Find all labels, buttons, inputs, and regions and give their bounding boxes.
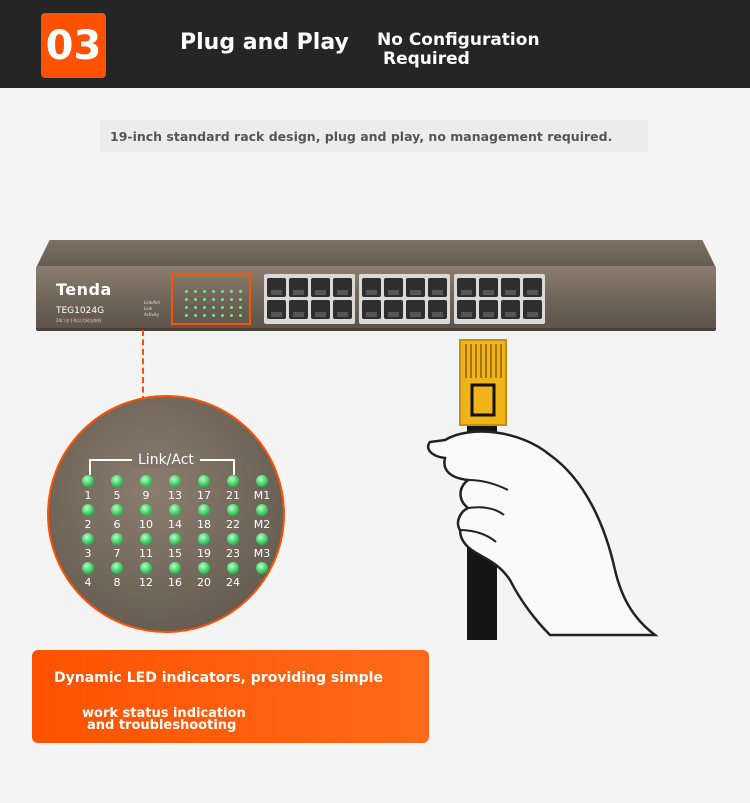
ethernet-port [523, 300, 542, 319]
mini-led-icon [203, 298, 206, 301]
mini-led-icon [194, 314, 197, 317]
mini-led-icon [212, 290, 215, 293]
mini-led-icon [203, 306, 206, 309]
led-port-label: 12 [139, 576, 153, 589]
led-port-label: M1 [253, 489, 271, 502]
led-indicator-icon [169, 475, 181, 487]
led-port-label: M3 [253, 547, 271, 560]
mini-led-icon [203, 290, 206, 293]
callout-line-1: Dynamic LED indicators, providing simple [54, 670, 383, 686]
led-indicator-icon [111, 504, 123, 516]
ethernet-port [428, 278, 447, 297]
section-title: Plug and Play [180, 30, 349, 55]
switch-brand-logo: Tenda [56, 280, 112, 299]
led-legend-link: Link [144, 306, 153, 311]
ethernet-port [479, 278, 498, 297]
led-port-label: 10 [139, 518, 153, 531]
subtitle-line-2: Required [383, 49, 470, 69]
ethernet-port [523, 278, 542, 297]
led-port-label: 15 [168, 547, 182, 560]
callout-line-2 [82, 708, 246, 732]
ethernet-port-array [264, 274, 554, 324]
ethernet-port [384, 278, 403, 297]
ethernet-port [428, 300, 447, 319]
feature-tagline: 19-inch standard rack design, plug and play, no management required. [100, 120, 648, 152]
mini-led-icon [230, 306, 233, 309]
led-indicator-icon [140, 562, 152, 574]
mini-led-icon [230, 290, 233, 293]
led-indicator-icon [227, 504, 239, 516]
led-port-label: 17 [197, 489, 211, 502]
zoom-title: Link/Act [132, 452, 200, 468]
ethernet-port [479, 300, 498, 319]
led-port-label: 8 [113, 576, 121, 589]
zoom-connector-line [142, 330, 144, 402]
led-feature-callout [32, 650, 429, 743]
led-port-label: 14 [168, 518, 182, 531]
mini-led-icon [194, 290, 197, 293]
led-indicator-icon [227, 533, 239, 545]
mini-led-icon [221, 314, 224, 317]
ethernet-port [501, 278, 520, 297]
led-port-label: 6 [113, 518, 121, 531]
led-panel-highlight [171, 274, 251, 325]
mini-led-icon [221, 306, 224, 309]
led-indicator-icon [227, 562, 239, 574]
led-indicator-icon [111, 533, 123, 545]
ethernet-port [406, 300, 425, 319]
led-port-label: 24 [226, 576, 240, 589]
led-indicator-icon [256, 533, 268, 545]
switch-top-panel [36, 240, 716, 268]
led-indicator-icon [111, 562, 123, 574]
led-indicator-icon [256, 504, 268, 516]
mini-led-icon [185, 314, 188, 317]
led-port-label: 22 [226, 518, 240, 531]
ethernet-port [406, 278, 425, 297]
led-port-label: 16 [168, 576, 182, 589]
ethernet-port [501, 300, 520, 319]
led-port-label: 7 [113, 547, 121, 560]
mini-led-icon [239, 306, 242, 309]
led-port-label: 5 [113, 489, 121, 502]
led-indicator-icon [198, 562, 210, 574]
mini-led-icon [185, 306, 188, 309]
mini-led-icon [230, 298, 233, 301]
led-port-label: 11 [139, 547, 153, 560]
led-port-label: 18 [197, 518, 211, 531]
led-indicator-icon [169, 533, 181, 545]
led-port-label: 20 [197, 576, 211, 589]
led-indicator-icon [140, 504, 152, 516]
ethernet-port [384, 300, 403, 319]
mini-led-icon [185, 298, 188, 301]
led-indicator-icon [256, 475, 268, 487]
ethernet-port [311, 300, 330, 319]
ethernet-port [362, 300, 381, 319]
hand-plugging-cable-illustration [400, 330, 660, 640]
led-port-label: 3 [84, 547, 92, 560]
ethernet-port [289, 300, 308, 319]
ethernet-port [457, 278, 476, 297]
section-number-badge: 03 [41, 13, 106, 78]
led-port-label: 13 [168, 489, 182, 502]
led-port-label: M2 [253, 518, 271, 531]
mini-led-icon [221, 298, 224, 301]
led-port-label: 4 [84, 576, 92, 589]
ethernet-port [333, 278, 352, 297]
led-port-label: 23 [226, 547, 240, 560]
led-indicator-icon [82, 504, 94, 516]
led-indicator-icon [169, 504, 181, 516]
led-indicator-icon [256, 562, 268, 574]
led-port-label: 21 [226, 489, 240, 502]
mini-led-icon [212, 314, 215, 317]
header-bar [0, 0, 750, 88]
port-group [264, 274, 355, 324]
mini-led-icon [185, 290, 188, 293]
mini-led-icon [212, 306, 215, 309]
switch-model-description: 24口全千兆以太网交换机 [56, 318, 102, 323]
callout-line-2b: and troubleshooting [87, 718, 237, 733]
led-indicator-icon [198, 533, 210, 545]
led-indicator-icon [82, 533, 94, 545]
led-panel-zoom [47, 395, 285, 633]
ethernet-port [267, 300, 286, 319]
ethernet-port [457, 300, 476, 319]
switch-model-label: TEG1024G [56, 306, 105, 316]
switch-front-panel [36, 266, 716, 331]
mini-led-icon [221, 290, 224, 293]
ethernet-port [362, 278, 381, 297]
led-legend-linkact: Link/Act [144, 300, 160, 305]
port-group [454, 274, 545, 324]
ethernet-port [267, 278, 286, 297]
section-subtitle [377, 31, 540, 69]
mini-led-icon [239, 314, 242, 317]
led-legend-activity: Activity [144, 312, 159, 317]
ethernet-port [289, 278, 308, 297]
mini-led-icon [194, 298, 197, 301]
mini-led-icon [194, 306, 197, 309]
led-indicator-icon [140, 533, 152, 545]
led-port-label: 2 [84, 518, 92, 531]
mini-led-icon [239, 298, 242, 301]
hand-icon [428, 432, 655, 635]
mini-led-icon [212, 298, 215, 301]
led-port-label: 19 [197, 547, 211, 560]
callout-line-2a: work status indication [82, 706, 246, 721]
led-indicator-icon [227, 475, 239, 487]
led-indicator-icon [140, 475, 152, 487]
led-indicator-icon [198, 504, 210, 516]
led-indicator-icon [111, 475, 123, 487]
led-indicator-icon [198, 475, 210, 487]
subtitle-line-1: No Configuration [377, 30, 540, 50]
port-group [359, 274, 450, 324]
mini-led-icon [230, 314, 233, 317]
ethernet-port [311, 278, 330, 297]
mini-led-icon [239, 290, 242, 293]
ethernet-port [333, 300, 352, 319]
mini-led-icon [203, 314, 206, 317]
led-indicator-icon [82, 562, 94, 574]
led-indicator-icon [82, 475, 94, 487]
led-port-label: 1 [84, 489, 92, 502]
led-indicator-icon [169, 562, 181, 574]
led-port-label: 9 [142, 489, 150, 502]
